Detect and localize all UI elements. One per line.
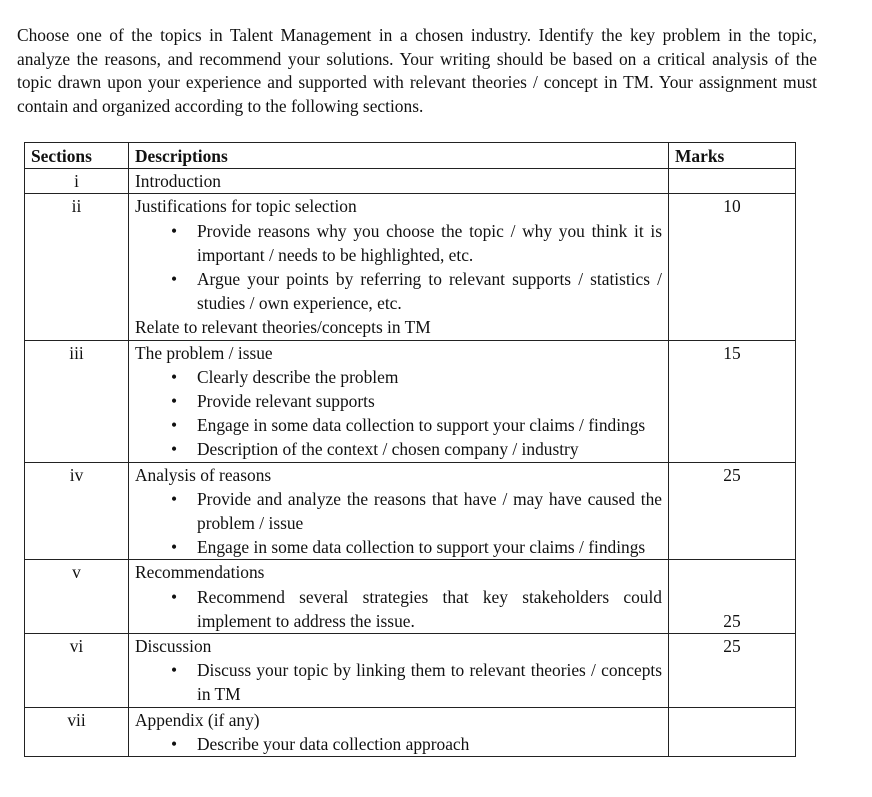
section-description [129, 194, 669, 340]
bullet-list [135, 732, 662, 756]
bullet-text: Provide relevant supports [197, 391, 375, 412]
list-item [135, 365, 662, 389]
bullet-icon: • [171, 488, 178, 509]
section-marks: 25 [669, 462, 796, 560]
table-row [25, 194, 796, 340]
section-number: vii [25, 707, 129, 756]
table-row [25, 169, 796, 194]
header-marks: Marks [669, 143, 796, 169]
section-marks: 25 [669, 634, 796, 708]
bullet-list [135, 585, 662, 633]
list-item [135, 658, 662, 706]
bullet-icon: • [171, 366, 178, 387]
section-description [129, 707, 669, 756]
section-description [129, 634, 669, 708]
section-note: Relate to relevant theories/concepts in TM [135, 317, 431, 338]
table-row [25, 340, 796, 462]
section-description [129, 462, 669, 560]
bullet-list [135, 658, 662, 706]
section-marks: 15 [669, 340, 796, 462]
bullet-text: Recommend several strategies that key stakeholders could implement to address the issue. [197, 586, 662, 631]
table-row [25, 560, 796, 634]
section-number: iv [25, 462, 129, 560]
section-number: ii [25, 194, 129, 340]
bullet-icon: • [171, 391, 178, 412]
assignment-instructions: Choose one of the topics in Talent Management in a chosen industry. Identify the key problem in the topic, analyze the reasons, and recommend your solutions. Your writing should be based on a critical analysis of the topic drawn upon your experience and supported with relevant theories / concept in TM. Your assignment must contain and organized according to the following sections. [17, 25, 817, 116]
list-item [135, 585, 662, 633]
bullet-icon: • [171, 439, 178, 460]
section-title: The problem / issue [135, 342, 273, 363]
bullet-icon: • [171, 220, 178, 241]
section-number: v [25, 560, 129, 634]
section-marks [669, 707, 796, 756]
table-row [25, 634, 796, 708]
section-marks: 25 [669, 560, 796, 634]
bullet-text: Description of the context / chosen company / industry [197, 439, 579, 460]
section-title: Analysis of reasons [135, 464, 272, 485]
list-item [135, 389, 662, 413]
section-title: Discussion [135, 636, 212, 657]
table-row [25, 707, 796, 756]
bullet-icon: • [171, 537, 178, 558]
bullet-text: Discuss your topic by linking them to relevant theories / concepts in TM [197, 660, 662, 705]
list-item [135, 732, 662, 756]
list-item [135, 219, 662, 267]
bullet-list [135, 365, 662, 462]
list-item [135, 437, 662, 461]
section-marks [669, 169, 796, 194]
bullet-text: Engage in some data collection to support your claims / findings [197, 415, 646, 436]
bullet-icon: • [171, 586, 178, 607]
sections-table [24, 142, 796, 757]
bullet-icon: • [171, 269, 178, 290]
section-title: Recommendations [135, 562, 265, 583]
bullet-icon: • [171, 415, 178, 436]
section-number: i [25, 169, 129, 194]
bullet-icon: • [171, 733, 178, 754]
bullet-list [135, 219, 662, 316]
bullet-text: Argue your points by referring to relevant supports / statistics / studies / own experience, etc. [197, 269, 662, 314]
bullet-text: Clearly describe the problem [197, 366, 399, 387]
header-descriptions: Descriptions [129, 143, 669, 169]
bullet-text: Provide and analyze the reasons that have / may have caused the problem / issue [197, 488, 662, 534]
list-item [135, 535, 662, 559]
section-number: vi [25, 634, 129, 708]
section-marks: 10 [669, 194, 796, 340]
list-item [135, 267, 662, 315]
section-title: Justifications for topic selection [135, 196, 357, 217]
section-title: Introduction [135, 171, 221, 192]
section-description [129, 560, 669, 634]
section-number: iii [25, 340, 129, 462]
table-header-row [25, 143, 796, 169]
bullet-list [135, 487, 662, 560]
section-description [129, 340, 669, 462]
table-row [25, 462, 796, 560]
header-sections: Sections [25, 143, 129, 169]
list-item [135, 413, 662, 437]
section-description [129, 169, 669, 194]
bullet-text: Provide reasons why you choose the topic / why you think it is important / needs to be highlighted, etc. [197, 220, 662, 265]
bullet-text: Describe your data collection approach [197, 733, 470, 754]
list-item [135, 487, 662, 535]
bullet-icon: • [171, 660, 178, 681]
section-title: Appendix (if any) [135, 709, 260, 730]
bullet-text: Engage in some data collection to support your claims / findings [197, 537, 646, 558]
